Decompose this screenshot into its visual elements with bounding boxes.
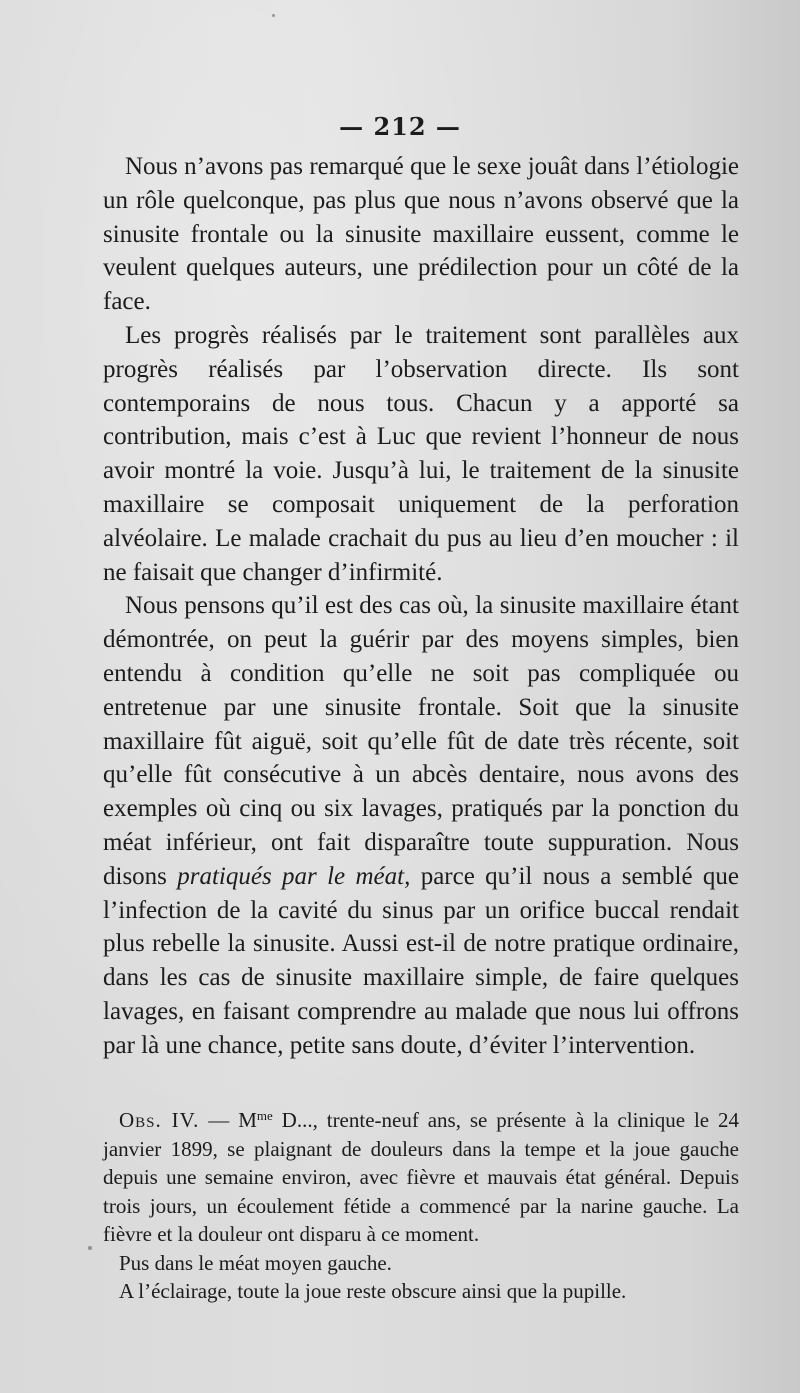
page-number: — 212 — bbox=[339, 112, 461, 141]
observation-paragraph bbox=[103, 1102, 739, 1249]
italic-phrase: pratiqués par le méat, bbox=[177, 862, 411, 890]
paragraph-text-part: parce qu’il nous a semblé que l’infection de la cavité du sinus par un orifice buccal rendait plus rebelle la sinusite. Aussi est-il de notre pratique ordinaire, dans les cas de sinusite maxillaire simple, de faire quelques lavages, en faisant comprendre au malade que nous lui offrons par là une chance, petite sans doute, d’éviter l’intervention. bbox=[103, 862, 739, 1059]
observation-dash: — bbox=[199, 1108, 239, 1132]
ink-speck bbox=[272, 14, 275, 17]
observation-finding-pus: Pus dans le méat moyen gauche. bbox=[119, 1250, 392, 1275]
paragraph-simple-means bbox=[103, 589, 739, 1062]
main-text bbox=[103, 150, 739, 1063]
observation-finding-lighting: A l’éclairage, toute la joue reste obscure ainsi que la pupille. bbox=[119, 1279, 627, 1303]
patient-title-superscript: me bbox=[256, 1108, 273, 1123]
patient-title: M bbox=[238, 1108, 257, 1132]
ink-speck bbox=[88, 1246, 92, 1250]
paragraph-treatment-progress: Les progrès réalisés par le traitement sont parallèles aux progrès réalisés par l’observation directe. Ils sont contemporains de nous tous. Chacun y a apporté sa contribution, mais c’est à Luc que revient l’honneur de nous avoir montré la voie. Jusqu’à lui, le traitement de la sinusite maxillaire se composait uniquement de la perforation alvéolaire. Le malade crachait du pus au lieu d’en moucher : il ne faisait que changer d’infirmité. bbox=[103, 321, 739, 586]
observation-text: D..., trente-neuf ans, se présente à la clinique le 24 janvier 1899, se plaignant de douleurs dans la tempe et la joue gauche depuis une semaine environ, avec fièvre et mauvais état général. Depuis trois jours, un écoulement fétide a commencé par la narine gauche. La fièvre et la douleur ont disparu à ce moment. bbox=[103, 1108, 740, 1246]
paragraph-text-part: Nous pensons qu’il est des cas où, la sinusite maxillaire étant démontrée, on peut la guérir par des moyens simples, bien entendu à condition qu’elle ne soit pas compliquée ou entretenue par une sinusite frontale. Soit que la sinusite maxillaire fût aiguë, soit qu’elle fût de date très récente, soit qu’elle fût consécutive à un abcès dentaire, nous avons des exemples où cinq ou six lavages, pratiqués par la ponction du méat inférieur, ont fait disparaître toute suppuration. Nous disons bbox=[103, 592, 739, 890]
observation-block bbox=[103, 1102, 739, 1306]
observation-label: Obs. IV. bbox=[119, 1108, 200, 1132]
paragraph-etiology: Nous n’avons pas remarqué que le sexe jouât dans l’étiologie un rôle quelconque, pas plus que nous n’avons observé que la sinusite frontale ou la sinusite maxillaire eussent, comme le veulent quelques auteurs, une prédilection pour un côté de la face. bbox=[103, 153, 739, 316]
